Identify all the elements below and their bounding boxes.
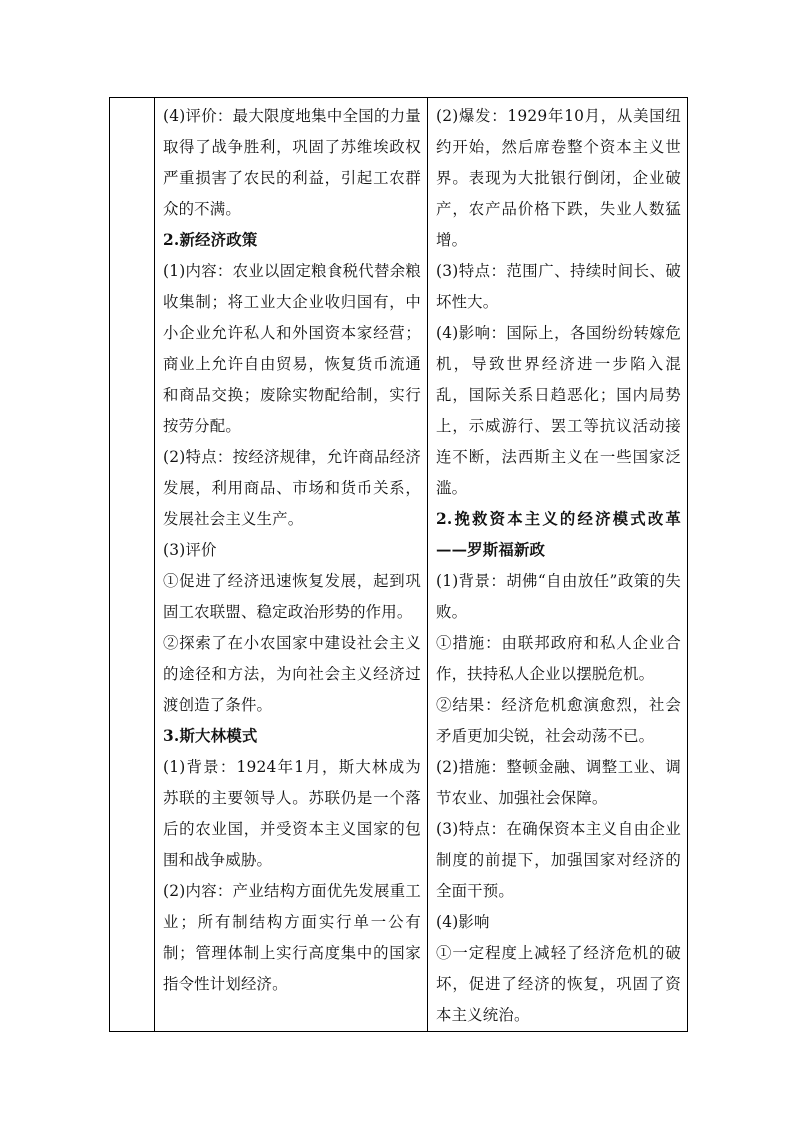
- content-table: [109, 97, 688, 1032]
- paragraph: (2)内容：产业结构方面优先发展重工业；所有制结构方面实行单一公有制；管理体制上实行高度集中的国家指令性计划经济。: [163, 882, 421, 993]
- right-content-cell: [428, 98, 688, 1032]
- paragraph: (4)影响: [436, 913, 490, 931]
- paragraph: (2)措施：整顿金融、调整工业、调节农业、加强社会保障。: [436, 758, 681, 807]
- paragraph: (1)背景：胡佛“自由放任”政策的失败。: [436, 572, 681, 621]
- paragraph: ②结果：经济危机愈演愈烈，社会矛盾更加尖锐，社会动荡不已。: [436, 696, 681, 745]
- left-content-cell: [155, 98, 428, 1032]
- table-row: [110, 98, 688, 1032]
- paragraph: ①促进了经济迅速恢复发展，起到巩固工农联盟、稳定政治形势的作用。: [163, 572, 421, 621]
- paragraph: (1)背景：1924年1月，斯大林成为苏联的主要领导人。苏联仍是一个落后的农业国，并受资本主义国家的包围和战争威胁。: [163, 758, 421, 869]
- paragraph: ①措施：由联邦政府和私人企业合作，扶持私人企业以摆脱危机。: [436, 634, 681, 683]
- paragraph: (2)爆发：1929年10月，从美国纽约开始，然后席卷整个资本主义世界。表现为大批银行倒闭，企业破产，农产品价格下跌，失业人数猛增。: [436, 107, 681, 249]
- section-heading: 3.斯大林模式: [163, 727, 258, 745]
- empty-index-cell: [110, 98, 155, 1032]
- paragraph: (3)特点：范围广、持续时间长、破坏性大。: [436, 262, 681, 311]
- paragraph: (3)评价: [163, 541, 217, 559]
- paragraph: ①一定程度上减轻了经济危机的破坏，促进了经济的恢复，巩固了资本主义统治。: [436, 944, 681, 1024]
- paragraph: (1)内容：农业以固定粮食税代替余粮收集制；将工业大企业收归国有，中小企业允许私人和外国资本家经营；商业上允许自由贸易，恢复货币流通和商品交换；废除实物配给制，实行按劳分配。: [163, 262, 421, 435]
- left-column: [155, 98, 427, 1000]
- paragraph: (4)评价：最大限度地集中全国的力量取得了战争胜利，巩固了苏维埃政权严重损害了农民的利益，引起工农群众的不满。: [163, 107, 421, 218]
- section-heading: 2.新经济政策: [163, 231, 258, 249]
- paragraph: (2)特点：按经济规律，允许商品经济发展，利用商品、市场和货币关系，发展社会主义生产。: [163, 448, 421, 528]
- paragraph: ②探索了在小农国家中建设社会主义的途径和方法，为向社会主义经济过渡创造了条件。: [163, 634, 421, 714]
- paragraph: (3)特点：在确保资本主义自由企业制度的前提下，加强国家对经济的全面干预。: [436, 820, 681, 900]
- right-column: [428, 98, 687, 1031]
- section-heading: 2.挽救资本主义的经济模式改革——罗斯福新政: [436, 510, 681, 559]
- paragraph: (4)影响：国际上，各国纷纷转嫁危机，导致世界经济进一步陷入混乱，国际关系日趋恶化；国内局势上，示威游行、罢工等抗议活动接连不断，法西斯主义在一些国家泛滥。: [436, 324, 681, 497]
